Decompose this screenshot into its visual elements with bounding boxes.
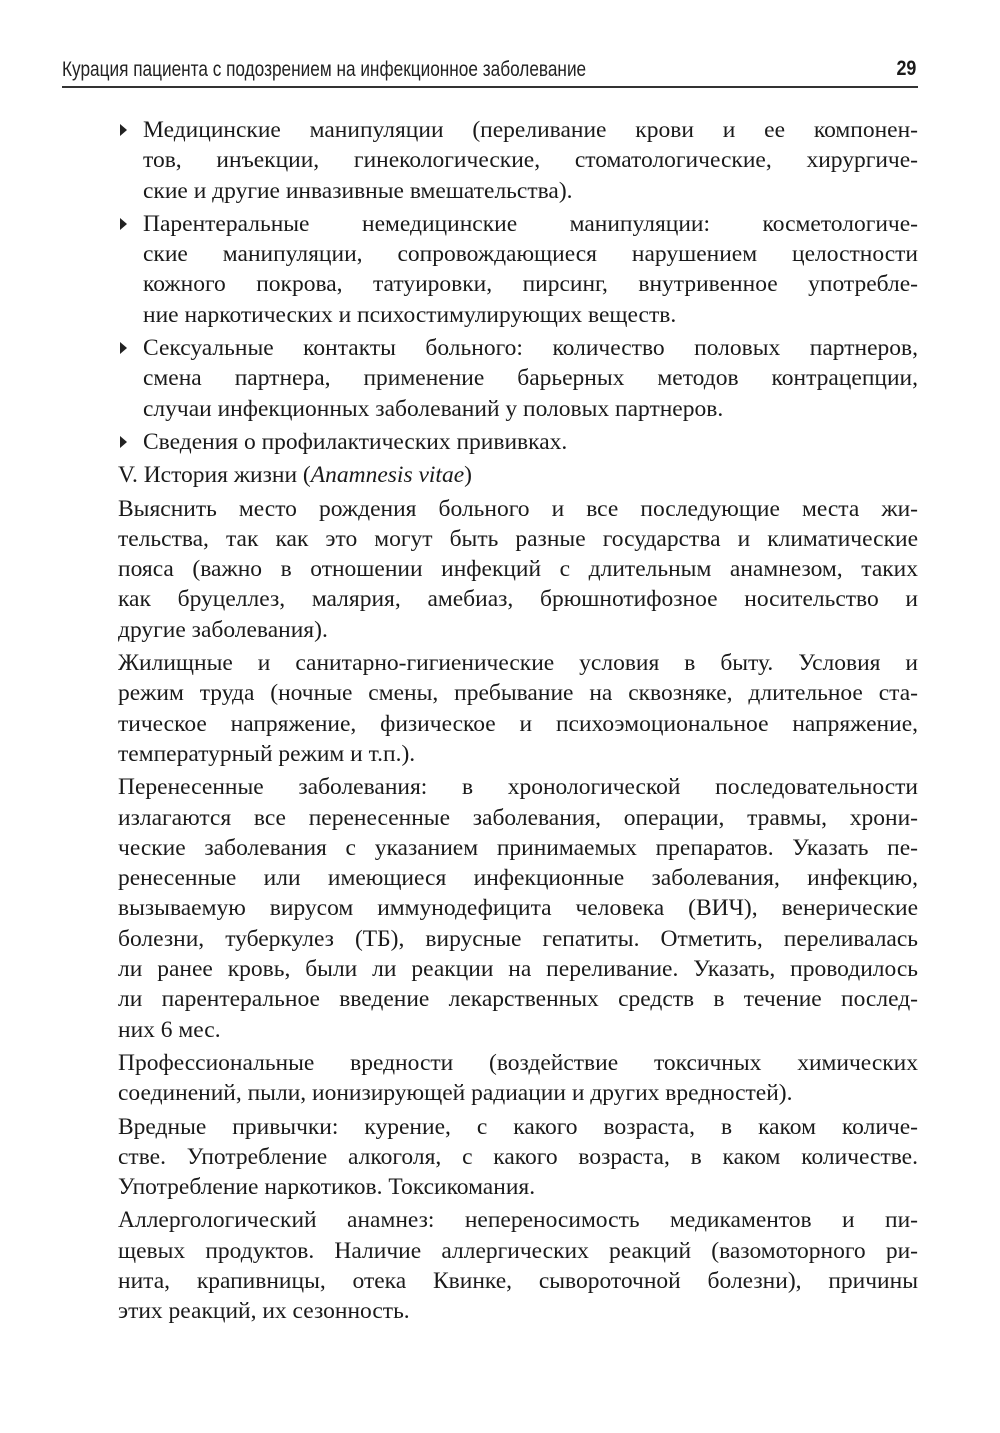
text-line: Жилищные и санитарно-гигиенические условия в быту. Условия и <box>118 650 918 677</box>
text-line: ренесенные или имеющиеся инфекционные заболевания, инфекцию, <box>118 865 918 892</box>
page-number: 29 <box>896 57 916 80</box>
text-line: другие заболевания). <box>118 616 328 643</box>
text-line: вызываемую вирусом иммунодефицита человека (ВИЧ), венерические <box>118 895 918 922</box>
running-title: Курация пациента с подозрением на инфекционное заболевание <box>62 58 587 81</box>
section-heading-prefix: V. История жизни ( <box>118 462 311 489</box>
paragraph <box>118 1048 918 1109</box>
text-line: излагаются все перенесенные заболевания, операции, травмы, хрони- <box>118 804 918 831</box>
section-heading <box>118 460 918 490</box>
text-line: ские и другие инвазивные вмешательства). <box>143 177 573 204</box>
paragraph <box>118 648 918 769</box>
text-line: кожного покрова, татуировки, пирсинг, внутривенное употребле- <box>143 271 918 298</box>
text-line: них 6 мес. <box>118 1016 221 1043</box>
bullet-list <box>118 115 918 457</box>
text-line: ние наркотических и психостимулирующих веществ. <box>143 301 677 328</box>
text-line: пояса (важно в отношении инфекций с длительным анамнезом, таких <box>118 556 918 583</box>
text-line: Сведения о профилактических прививках. <box>143 428 568 455</box>
text-line: смена партнера, применение барьерных методов контрацепции, <box>143 365 918 392</box>
bullet-triangle-icon <box>120 218 127 230</box>
text-line: случаи инфекционных заболеваний у половых партнеров. <box>143 395 724 422</box>
text-line: Медицинские манипуляции (переливание крови и ее компонен- <box>143 117 918 143</box>
section-heading-latin: Anamnesis vitae <box>310 462 465 489</box>
text-line: Профессиональные вредности (воздействие токсичных химических <box>118 1049 918 1076</box>
text-line: Перенесенные заболевания: в хронологической последовательности <box>118 774 918 801</box>
text-line: как бруцеллез, малярия, амебиаз, брюшнотифозное носительство и <box>118 586 918 613</box>
bullet-triangle-icon <box>120 124 127 136</box>
text-line: стве. Употребление алкоголя, с какого возраста, в каком количестве. <box>118 1143 918 1170</box>
text-line: Употребление наркотиков. Токсикомания. <box>118 1174 536 1201</box>
text-line: соединений, пыли, ионизирующей радиации и других вредностей). <box>118 1080 793 1107</box>
paragraph <box>118 1112 918 1203</box>
text-line: ческие заболевания с указанием принимаемых препаратов. Указать пе- <box>118 834 918 861</box>
bullet-triangle-icon <box>120 342 127 354</box>
paragraphs <box>118 494 918 1327</box>
paragraph <box>118 772 918 1045</box>
paragraph <box>118 494 918 645</box>
bullet-item <box>118 333 918 424</box>
text-line: щевых продуктов. Наличие аллергических реакций (вазомоторного ри- <box>118 1237 918 1264</box>
bullet-triangle-icon <box>120 436 127 448</box>
bullet-item <box>118 427 918 457</box>
text-line: температурный режим и т.п.). <box>118 740 416 767</box>
text-line: тическое напряжение, физическое и психоэмоциональное напряжение, <box>118 710 918 737</box>
text-line: этих реакций, их сезонность. <box>118 1298 410 1325</box>
text-line: тов, инъекции, гинекологические, стоматологические, хирургиче- <box>143 147 918 174</box>
text-line: ли парентеральное введение лекарственных средств в течение послед- <box>118 986 918 1013</box>
text-line: нита, крапивницы, отека Квинке, сывороточной болезни), причины <box>118 1267 918 1294</box>
text-line: Сексуальные контакты больного: количество половых партнеров, <box>143 335 918 362</box>
text-line: тельства, так как это могут быть разные государства и климатические <box>118 525 918 552</box>
text-line: Выяснить место рождения больного и все последующие места жи- <box>118 495 918 522</box>
text-line: Парентеральные немедицинские манипуляции: косметологиче- <box>143 210 918 237</box>
bullet-item <box>118 115 918 206</box>
page-body <box>118 115 918 1330</box>
section-heading-suffix: ) <box>464 462 472 489</box>
text-line: Вредные привычки: курение, с какого возраста, в каком количе- <box>118 1113 918 1140</box>
running-header <box>62 56 918 88</box>
text-line: режим труда (ночные смены, пребывание на сквозняке, длительное ста- <box>118 680 918 707</box>
text-line: ские манипуляции, сопровождающиеся нарушением целостности <box>143 241 918 268</box>
bullet-item <box>118 209 918 330</box>
paragraph <box>118 1205 918 1326</box>
text-line: ли ранее кровь, были ли реакции на переливание. Указать, проводилось <box>118 956 918 983</box>
text-line: Аллергологический анамнез: непереносимость медикаментов и пи- <box>118 1207 918 1234</box>
text-line: болезни, туберкулез (ТБ), вирусные гепатиты. Отметить, переливалась <box>118 925 918 952</box>
